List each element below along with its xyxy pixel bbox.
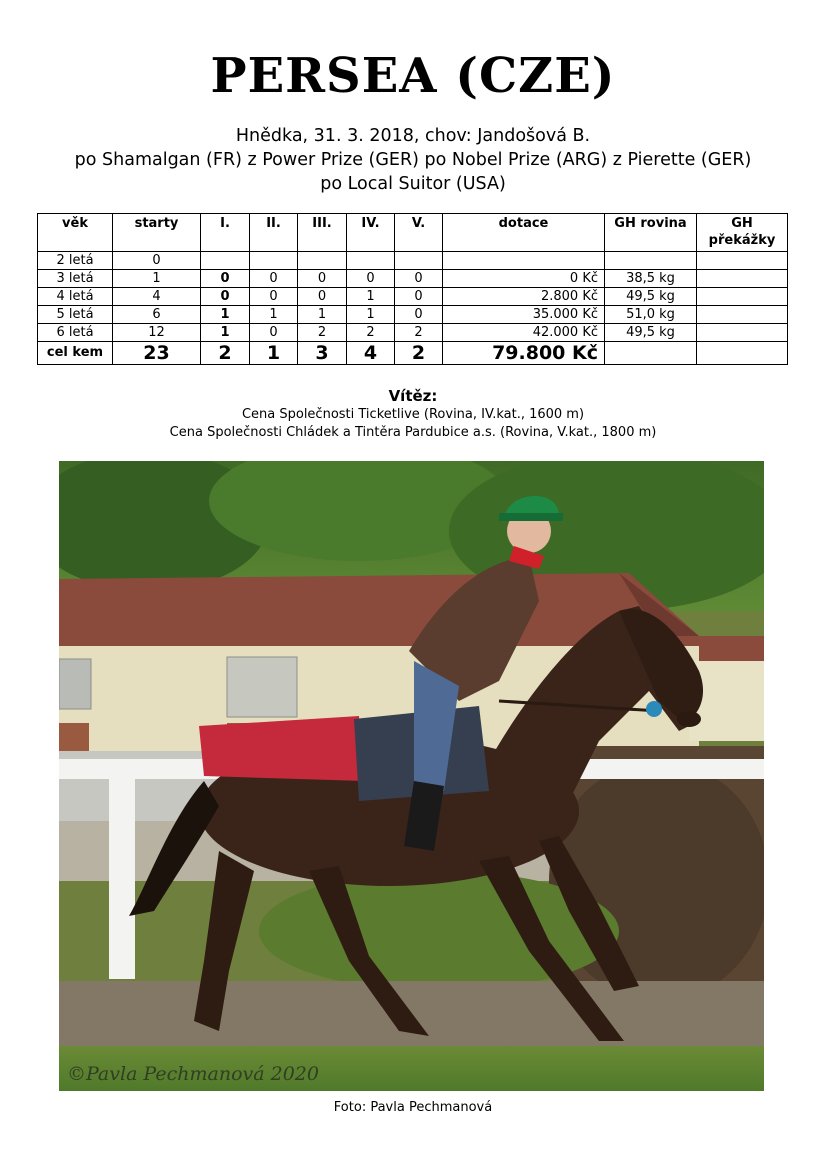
table-cell — [697, 270, 788, 288]
col-header-fifth: V. — [395, 214, 443, 252]
table-cell — [697, 252, 788, 270]
table-cell — [697, 342, 788, 365]
table-cell: 1 — [298, 306, 347, 324]
table-cell: 4 — [347, 342, 395, 365]
table-cell: 2 — [395, 324, 443, 342]
table-cell: 49,5 kg — [605, 288, 697, 306]
table-cell: 0 Kč — [443, 270, 605, 288]
table-cell: 5 letá — [38, 306, 113, 324]
table-cell: 0 — [201, 288, 250, 306]
col-header-gh-flat: GH rovina — [605, 214, 697, 252]
winner-race-2: Cena Společnosti Chládek a Tintěra Pardubice a.s. (Rovina, V.kat., 1800 m) — [169, 425, 657, 440]
table-row — [38, 252, 788, 270]
table-cell: 3 letá — [38, 270, 113, 288]
table-cell — [605, 342, 697, 365]
table-cell — [298, 252, 347, 270]
table-cell: 0 — [298, 270, 347, 288]
table-cell: 1 — [113, 270, 201, 288]
table-row — [38, 324, 788, 342]
table-cell — [395, 252, 443, 270]
photo-credit: Foto: Pavla Pechmanová — [333, 1100, 493, 1115]
table-cell: 23 — [113, 342, 201, 365]
winner-heading: Vítěz: — [388, 387, 438, 405]
table-cell: 0 — [298, 288, 347, 306]
table-cell: 49,5 kg — [605, 324, 697, 342]
table-cell: 2 — [201, 342, 250, 365]
winner-section — [0, 386, 826, 442]
table-cell: 38,5 kg — [605, 270, 697, 288]
results-table — [37, 213, 788, 365]
table-header-row — [38, 214, 788, 252]
table-cell — [201, 252, 250, 270]
horse-info-line-1: Hnědka, 31. 3. 2018, chov: Jandošová B. — [235, 126, 591, 146]
winner-race-1: Cena Společnosti Ticketlive (Rovina, IV.kat., 1600 m) — [241, 407, 585, 422]
horse-info-line-3: po Local Suitor (USA) — [320, 174, 506, 194]
table-cell: 0 — [113, 252, 201, 270]
table-cell: 2 letá — [38, 252, 113, 270]
table-cell: 6 letá — [38, 324, 113, 342]
table-cell: 0 — [201, 270, 250, 288]
table-cell: 0 — [395, 306, 443, 324]
col-header-prize-money: dotace — [443, 214, 605, 252]
table-cell: 1 — [347, 288, 395, 306]
table-cell: 0 — [395, 270, 443, 288]
table-cell: 4 letá — [38, 288, 113, 306]
table-total-row — [38, 342, 788, 365]
table-cell: 1 — [250, 306, 298, 324]
col-header-starts: starty — [113, 214, 201, 252]
table-cell — [347, 252, 395, 270]
table-cell: 0 — [395, 288, 443, 306]
table-cell: 6 — [113, 306, 201, 324]
page-title: PERSEA (CZE) — [210, 48, 616, 104]
table-cell: 1 — [201, 324, 250, 342]
horse-info-line-2: po Shamalgan (FR) z Power Prize (GER) po Nobel Prize (ARG) z Pierette (GER) — [74, 150, 752, 170]
table-cell: 4 — [113, 288, 201, 306]
col-header-age: věk — [38, 214, 113, 252]
table-cell — [443, 252, 605, 270]
table-cell: 1 — [201, 306, 250, 324]
table-cell — [605, 252, 697, 270]
table-cell: 51,0 kg — [605, 306, 697, 324]
col-header-first: I. — [201, 214, 250, 252]
table-cell: 79.800 Kč — [443, 342, 605, 365]
col-header-third: III. — [298, 214, 347, 252]
table-cell: 2 — [395, 342, 443, 365]
table-row — [38, 306, 788, 324]
table-cell: 42.000 Kč — [443, 324, 605, 342]
col-header-second: II. — [250, 214, 298, 252]
col-header-fourth: IV. — [347, 214, 395, 252]
table-cell: 2 — [347, 324, 395, 342]
table-cell — [697, 306, 788, 324]
table-row — [38, 270, 788, 288]
table-cell: 12 — [113, 324, 201, 342]
photo-watermark: ©Pavla Pechmanová 2020 — [67, 1063, 319, 1085]
horse-photo-illustration — [59, 461, 764, 1091]
table-cell — [697, 288, 788, 306]
table-cell: 35.000 Kč — [443, 306, 605, 324]
table-cell — [697, 324, 788, 342]
table-cell: 0 — [347, 270, 395, 288]
results-table-body — [38, 252, 788, 365]
table-cell: cel kem — [38, 342, 113, 365]
table-cell: 3 — [298, 342, 347, 365]
table-cell — [250, 252, 298, 270]
table-cell: 1 — [347, 306, 395, 324]
horse-info — [0, 124, 826, 196]
table-row — [38, 288, 788, 306]
table-cell: 0 — [250, 288, 298, 306]
col-header-gh-jumps: GH překážky — [697, 214, 788, 252]
table-cell: 0 — [250, 324, 298, 342]
table-cell: 2.800 Kč — [443, 288, 605, 306]
table-cell: 2 — [298, 324, 347, 342]
table-cell: 0 — [250, 270, 298, 288]
table-cell: 1 — [250, 342, 298, 365]
horse-photo — [59, 461, 764, 1091]
